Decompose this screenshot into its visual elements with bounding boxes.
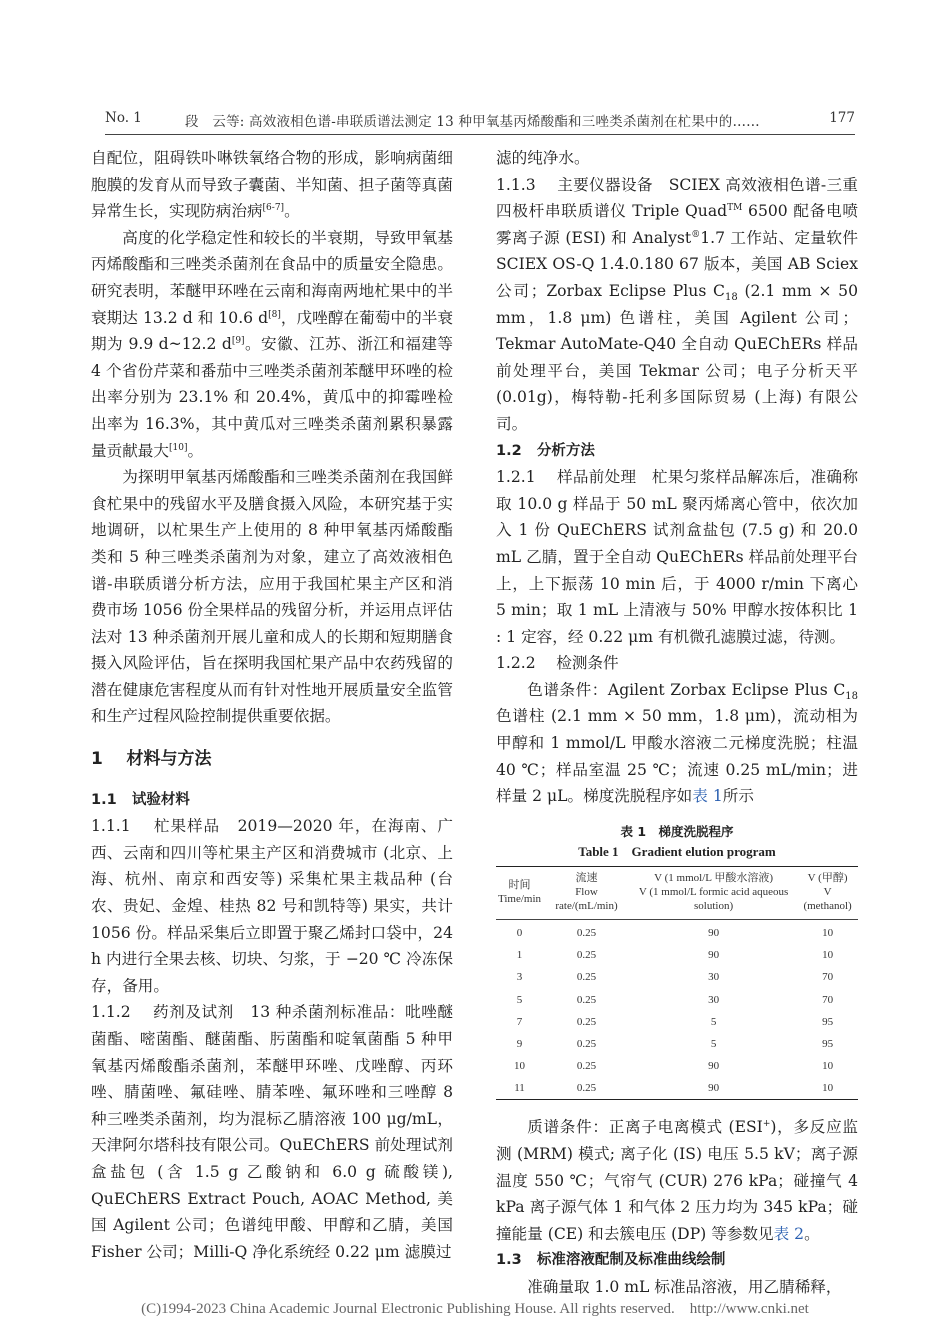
section-heading-1-2: 1.2 分析方法 bbox=[496, 442, 595, 459]
table-row: 5 0.25 30 70 bbox=[516, 993, 834, 1006]
table-row: 1 0.25 90 10 bbox=[516, 949, 834, 962]
table-row: 11 0.25 90 10 bbox=[496, 1077, 858, 1100]
subsection-label: 1.1.3 主要仪器设备 bbox=[496, 175, 653, 194]
running-title: 段 云等: 高效液相色谱-串联质谱法测定 13 种甲氧基丙烯酸酯和三唑类杀菌剂在杧果中的…… bbox=[185, 114, 760, 130]
table-header-row bbox=[496, 866, 858, 919]
column-header: 时间 Time/min bbox=[496, 866, 543, 919]
table-caption-en: Table 1 Gradient elution program bbox=[578, 843, 776, 859]
table-row: 3 0.25 30 70 bbox=[516, 971, 834, 984]
left-column bbox=[91, 145, 453, 1265]
paragraph: 质谱条件：正离子电离模式 (ESI+)，多反应监测 (MRM) 模式; 离子化 (IS) 电压 5.5 kV；离子源温度 550 ℃；气帘气 (CUR) 276 kPa；碰撞气 4 kPa 离子源气体 1 和气体 2 压力均为 345 kPa；碰撞能量 (CE) 和去簇电压 (DP) 等参数见表 2。 bbox=[496, 1118, 858, 1243]
paragraph: 准确量取 1.0 mL 标准品溶液，用乙腈稀释， bbox=[527, 1277, 842, 1296]
running-header bbox=[105, 110, 855, 132]
table-row: 10 0.25 90 10 bbox=[514, 1060, 834, 1073]
issue-number: No. 1 bbox=[105, 110, 142, 126]
citation-link[interactable]: [9] bbox=[231, 335, 245, 346]
citation-link[interactable]: [6-7] bbox=[262, 203, 285, 213]
right-column bbox=[496, 145, 858, 1301]
table-caption-cn: 表 1 梯度洗脱程序 bbox=[620, 823, 734, 839]
table-row: 0 0.25 90 10 bbox=[516, 926, 834, 939]
paragraph: 1.1.2 药剂及试剂 13 种杀菌剂标准品：吡唑醚菌酯、嘧菌酯、醚菌酯、肟菌酯和啶氧菌酯 5 种甲氧基丙烯酸酯杀菌剂，苯醚甲环唑、戊唑醇、丙环唑、腈菌唑、氟硅唑、腈苯唑、氟环唑和三唑醇 8 种三唑类杀菌剂，均为混标乙腈溶液 100 μg/mL，天津阿尔塔科技有限公司。QuEChERS 前处理试剂盒盐包 (含 1.5 g 乙酸钠和 6.0 g 硫酸镁), QuEChERS Extract Pouch, AOAC Method, 美国 Agilent 公司；色谱纯甲酸、甲醇和乙腈，美国 Fisher 公司；Milli-Q 净化系统经 0.22 μm 滤膜过 bbox=[91, 1003, 453, 1261]
table-row: 9 0.25 5 95 bbox=[516, 1037, 834, 1050]
paragraph: 1.1.1 杧果样品 2019—2020 年，在海南、广西、云南和四川等杧果主产区和消费城市 (北京、上海、杭州、南京和西安等) 采集杧果主栽品种 (台农、贵妃、金煌、桂热 82 号和凯特等) 果实，共计 1056 份。样品采集后立即置于聚乙烯封口袋中，24 h 内进行全果去核、切块、匀浆，于 −20 ℃ 冷冻保存，备用。 bbox=[91, 817, 454, 995]
column-header: 流速 Flow rate/(mL/min) bbox=[543, 866, 630, 919]
copyright-footer: (C)1994-2023 China Academic Journal Electronic Publishing House. All rights reserved. http://www.cnki.net bbox=[141, 1301, 809, 1317]
paragraph: 高度的化学稳定性和较长的半衰期，导致甲氧基丙烯酸酯和三唑类杀菌剂在食品中的质量安全隐患。研究表明，苯醚甲环唑在云南和海南两地杧果中的半衰期达 13.2 d 和 10.6 d[8]，戊唑醇在葡萄中的半衰期为 9.9 d~12.2 d[9]。安徽、江苏、浙江和福建等 4 个省份芹菜和番茄中三唑类杀菌剂苯醚甲环唑的检出率分别为 23.1% 和 20.4%，黄瓜中的抑霉唑检出率为 16.3%，其中黄瓜对三唑类杀菌剂累积暴露量贡献最大[10]。 bbox=[91, 228, 453, 460]
paragraph: 滤的纯净水。 bbox=[496, 149, 590, 167]
citation-link[interactable]: [10] bbox=[168, 442, 188, 453]
page-number: 177 bbox=[829, 110, 855, 126]
subsection-label: 1.2.2 检测条件 bbox=[496, 654, 619, 673]
table-2-link[interactable]: 表 2 bbox=[773, 1224, 805, 1243]
column-header: V (甲醇) V (methanol) bbox=[797, 866, 858, 919]
subsection-label: 1.1.1 杧果样品 bbox=[91, 817, 220, 836]
paragraph: 色谱条件：Agilent Zorbax Eclipse Plus $C_{18}$ 色谱柱 (2.1 mm × 50 mm，1.8 μm)，流动相为甲醇和 1 mmol/L 甲酸水溶液二元梯度洗脱；柱温 40 ℃；样品室温 25 ℃；流速 0.25 mL/min；进样量 2 μL。梯度洗脱程序如表 1所示 bbox=[496, 680, 858, 806]
paragraph: 1.2.1 样品前处理 杧果匀浆样品解冻后，准确称取 10.0 g 样品于 50 mL 聚丙烯离心管中，依次加入 1 份 QuEChERS 试剂盒盐包 (7.5 g) 和 20.0 mL 乙腈，置于全自动 QuEChERs 样品前处理平台上，上下振荡 10 min 后，于 4000 r/min 下离心 5 min；取 1 mL 上清液与 50% 甲醇水按体积比 1 : 1 定容，经 0.22 μm 有机微孔滤膜过滤，待测。 bbox=[496, 468, 858, 646]
column-header: V (1 mmol/L 甲酸水溶液) V (1 mmol/L formic acid aqueous solution) bbox=[630, 866, 797, 919]
gradient-table bbox=[496, 866, 858, 1101]
subsection-label: 1.2.1 样品前处理 bbox=[496, 468, 637, 487]
section-heading-1: 1 材料与方法 bbox=[91, 749, 212, 770]
paragraph: 自配位，阻碍铁卟啉铁氧络合物的形成，影响病菌细胞膜的发育从而导致子囊菌、半知菌、担子菌等真菌异常生长，实现防病治病[6-7]。 bbox=[91, 149, 453, 221]
table-1-link[interactable]: 表 1 bbox=[692, 787, 723, 806]
paragraph: 为探明甲氧基丙烯酸酯和三唑类杀菌剂在我国鲜食杧果中的残留水平及膳食摄入风险，本研究基于实地调研，以杧果生产上使用的 8 种甲氧基丙烯酸酯类和 5 种三唑类杀菌剂为对象，建立了高效液相色谱-串联质谱分析方法，应用于我国杧果主产区和消费市场 1056 份全果样品的残留分析，并运用点评估法对 13 种杀菌剂开展儿童和成人的长期和短期膳食摄入风险评估，旨在探明我国杧果产品中农药残留的潜在健康危害程度从而有针对性地开展质量安全监管和生产过程风险控制提供重要依据。 bbox=[91, 468, 453, 726]
section-heading-1-1: 1.1 试验材料 bbox=[91, 791, 190, 808]
citation-link[interactable]: [8] bbox=[268, 309, 281, 320]
header-rule bbox=[105, 134, 855, 135]
subsection-label: 1.1.2 药剂及试剂 bbox=[91, 1003, 234, 1022]
section-heading-1-3: 1.3 标准溶液配制及标准曲线绘制 bbox=[496, 1252, 726, 1269]
paragraph: 1.1.3 主要仪器设备 SCIEX 高效液相色谱-三重四极杆串联质谱仪 Triple Quad™ 6500 配备电喷雾离子源 (ESI) 和 Analyst®1.7 工作站、定量软件 SCIEX OS-Q 1.4.0.180 67 版本，美国 AB Sciex 公司；Zorbax Eclipse Plus $C_{18}$ (2.1 mm × 50 mm，1.8 μm) 色谱柱，美国 Agilent 公司；Tekmar AutoMate-Q40 全自动 QuEChERs 样品前处理平台，美国 Tekmar 公司；电子分析天平 (0.01g)，梅特勒-托利多国际贸易 (上海) 有限公司。 bbox=[496, 175, 859, 433]
table-row: 7 0.25 5 95 bbox=[516, 1015, 834, 1028]
